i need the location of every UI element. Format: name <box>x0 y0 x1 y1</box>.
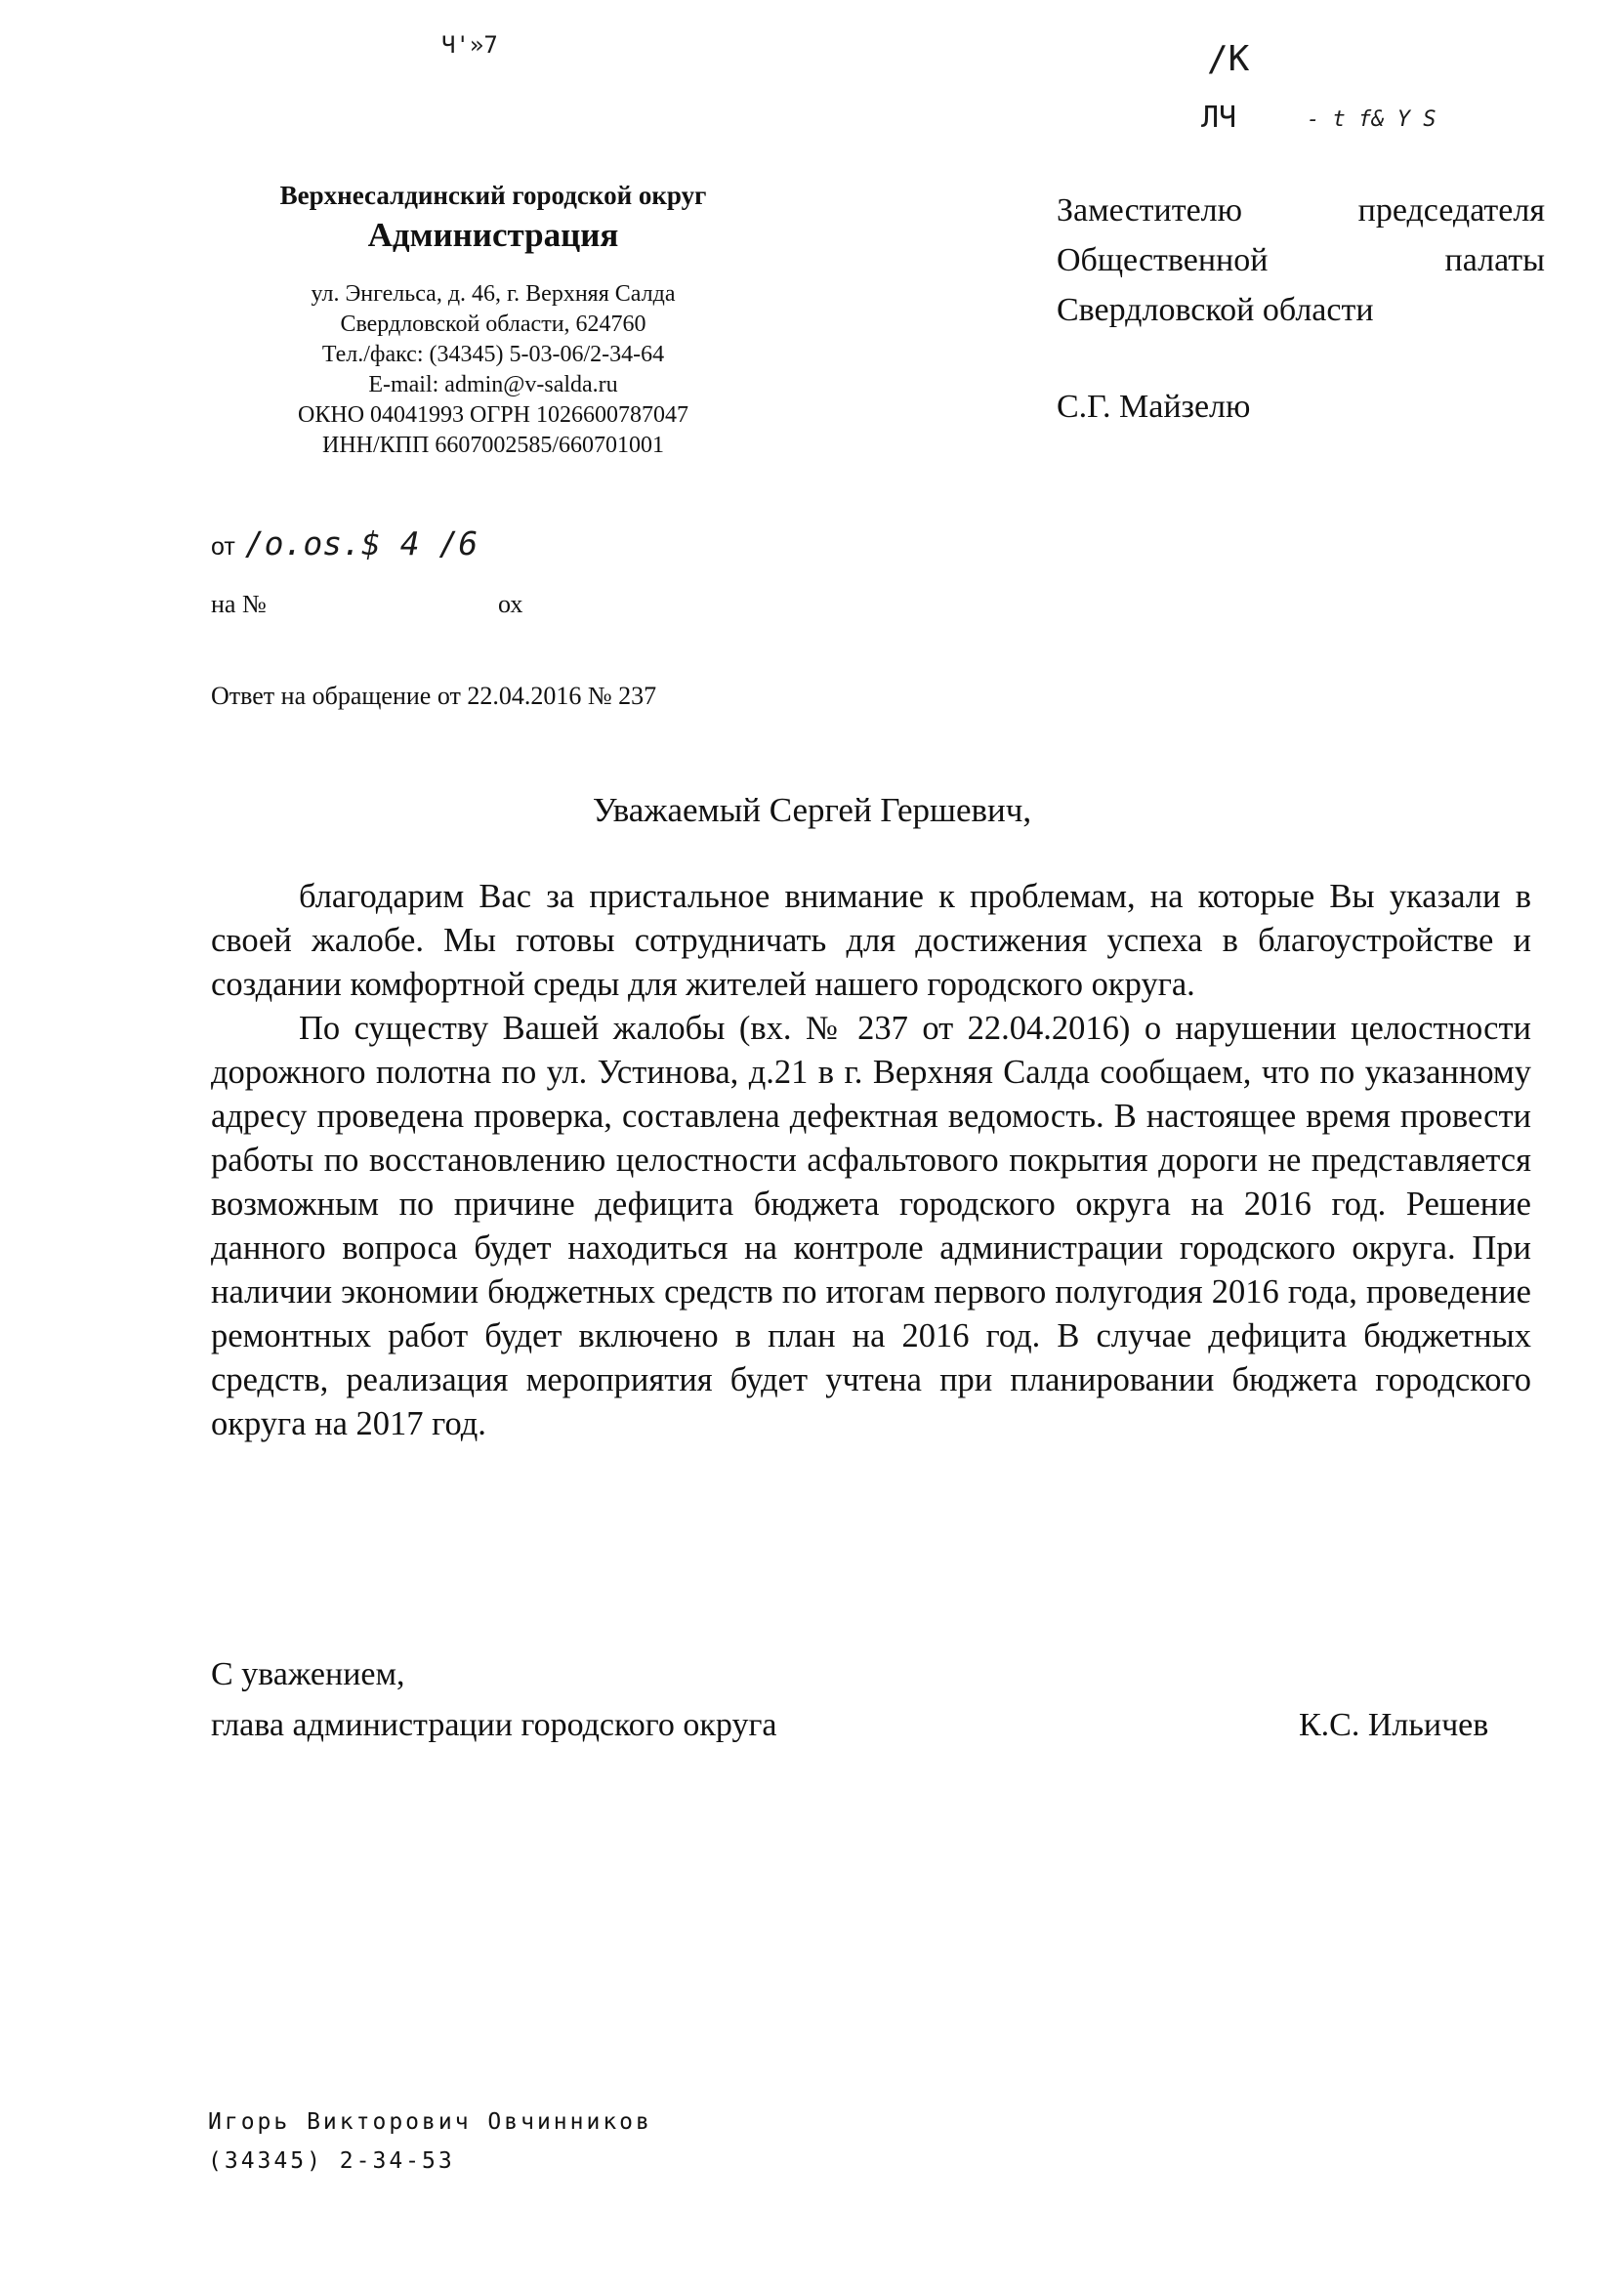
from-value: /о.оs.$ 4 /6 <box>244 524 479 562</box>
addressee-block <box>1057 186 1545 432</box>
registration-mark-top-left: Ч'»7 <box>441 31 498 59</box>
org-email: E-mail: admin@v-salda.ru <box>368 372 618 397</box>
addressee-name: С.Г. Майзелю <box>1057 389 1251 425</box>
letter-body <box>211 875 1531 1446</box>
closing-regards: С уважением, <box>211 1656 405 1692</box>
outgoing-date-line <box>211 524 478 562</box>
org-phone: Тел./факс: (34345) 5-03-06/2-34-64 <box>321 342 665 367</box>
letterhead <box>200 178 786 461</box>
signatory-position: глава администрации городского округа <box>211 1707 777 1743</box>
from-label: от <box>211 533 235 561</box>
registration-mark-scribble: - t f& Y S <box>1307 107 1437 132</box>
greeting: Уважаемый Сергей Гершевич, <box>592 791 1032 829</box>
executor-phone: (34345) 2-34-53 <box>208 2148 455 2174</box>
body-paragraph-2: По существу Вашей жалобы (вх. № 237 от 22.04.2016) о нарушении целостности дорожного полотна по ул. Устинова, д.21 в г. Верхняя Салда сообщаем, что по указанному адресу проведена проверка, составлена дефектная ведомость. В настоящее время провести работы по восстановлению целостности асфальтового покрытия дороги не представляется возможным по причине дефицита бюджета городского округа на 2016 год. Решение данного вопроса будет находиться на контроле администрации городского округа. При наличии экономии бюджетных средств по итогам первого полугодия 2016 года, проведение ремонтных работ будет включено в план на 2016 год. В случае дефицита бюджетных средств, реализация мероприятия будет учтена при планировании бюджета городского округа на 2017 год. <box>211 1010 1531 1442</box>
registration-mark-top-right: /К <box>1207 39 1250 79</box>
body-paragraph-1: благодарим Вас за пристальное внимание к проблемам, на которые Вы указали в своей жалобе. Мы готовы сотрудничать для достижения успеха в благоустройстве и создании комфортной среды для жителей нашего городского округа. <box>211 878 1531 1003</box>
addressee-word: председателя <box>1357 192 1545 229</box>
addressee-line-3: Свердловской области <box>1057 292 1374 328</box>
signatory-name: К.С. Ильичев <box>1299 1707 1489 1743</box>
registration-mark-initials: ЛЧ <box>1201 101 1237 135</box>
org-address-line-1: ул. Энгельса, д. 46, г. Верхняя Салда <box>311 281 676 307</box>
addressee-line-2 <box>1057 235 1545 285</box>
addressee-word: палаты <box>1444 242 1545 278</box>
org-address-line-2: Свердловской области, 624760 <box>340 312 646 337</box>
addressee-word: Заместителю <box>1057 192 1243 229</box>
org-codes-1: ОКНО 04041993 ОГРН 1026600787047 <box>298 402 688 428</box>
reply-number-label: на № <box>211 590 267 618</box>
executor-name: Игорь Викторович Овчинников <box>208 2109 652 2135</box>
addressee-word: Общественной <box>1057 242 1269 278</box>
org-title: Администрация <box>367 216 619 254</box>
addressee-line-1 <box>1057 186 1545 235</box>
reply-number-value: ох <box>498 590 523 618</box>
subject-line: Ответ на обращение от 22.04.2016 № 237 <box>211 682 657 710</box>
org-codes-2: ИНН/КПП 6607002585/660701001 <box>321 433 664 458</box>
org-name: Верхнесалдинский городской округ <box>279 181 707 210</box>
